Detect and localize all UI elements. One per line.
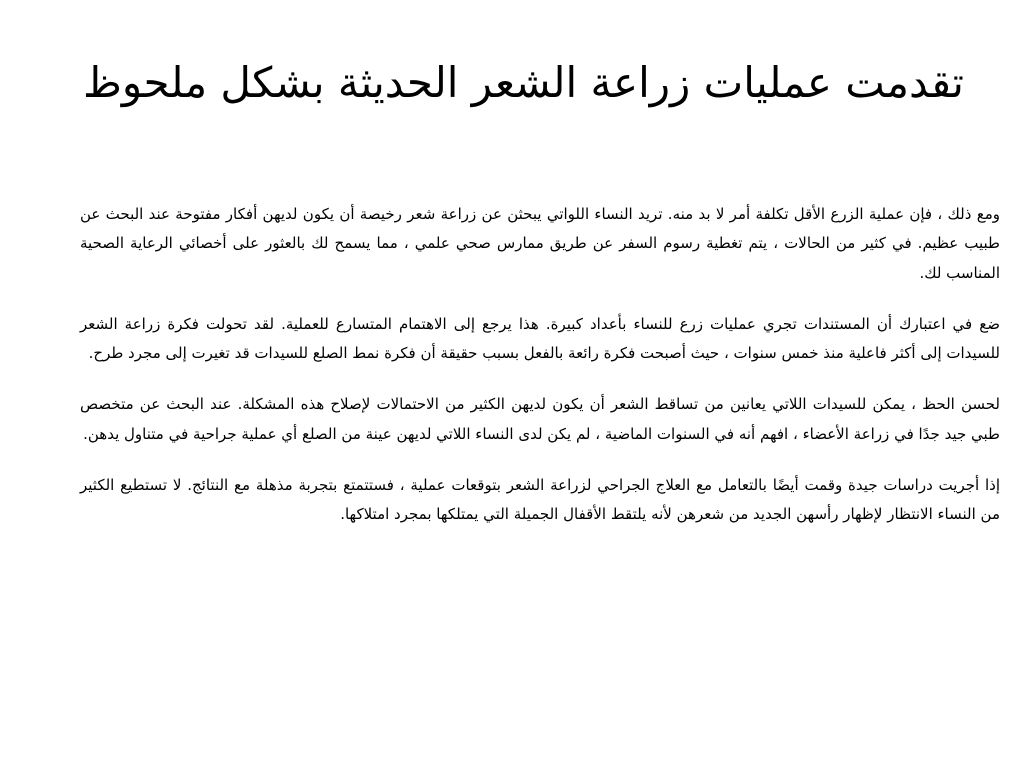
- paragraph-3: لحسن الحظ ، يمكن للسيدات اللاتي يعانين من تساقط الشعر أن يكون لديهن الكثير من الاحتمالات لإصلاح هذه المشكلة. عند البحث عن متخصص طبي جيد جدًا في زراعة الأعضاء ، افهم أنه في السنوات الماضية ، لم يكن لدى النساء اللاتي لديهن عينة من الصلع أي عملية جراحية في متناول يدهن.: [80, 395, 1000, 443]
- paragraph-4: إذا أجريت دراسات جيدة وقمت أيضًا بالتعامل مع العلاج الجراحي لزراعة الشعر بتوقعات عملية ، فستتمتع بتجربة مذهلة مع النتائج. لا تستطيع الكثير من النساء الانتظار لإظهار رأسهن الجديد من شعرهن لأنه يلتقط الأقفال الجميلة التي يمتلكها بمجرد امتلاكها.: [80, 475, 1000, 523]
- paragraph-1: ومع ذلك ، فإن عملية الزرع الأقل تكلفة أمر لا بد منه. تريد النساء اللواتي يبحثن عن زراعة شعر رخيصة أن يكون لديهن أفكار مفتوحة عند البحث عن طبيب عظيم. في كثير من الحالات ، يتم تغطية رسوم السفر عن طريق ممارس صحي علمي ، مما يسمح لك بالعثور على أخصائي الرعاية الصحية المناسب لك.: [80, 205, 1000, 282]
- slide-title: تقدمت عمليات زراعة الشعر الحديثة بشكل ملحوظ: [83, 58, 964, 107]
- slide-body: [80, 200, 1000, 551]
- paragraph-2: ضع في اعتبارك أن المستندات تجري عمليات زرع للنساء بأعداد كبيرة. هذا يرجع إلى الاهتمام المتسارع للعملية. لقد تحولت فكرة زراعة الشعر للسيدات إلى أكثر فاعلية منذ خمس سنوات ، حيث أصبحت فكرة رائعة بالفعل بسبب حقيقة أن فكرة نمط الصلع للسيدات قد تغيرت إلى مجرد طرح.: [80, 314, 1000, 362]
